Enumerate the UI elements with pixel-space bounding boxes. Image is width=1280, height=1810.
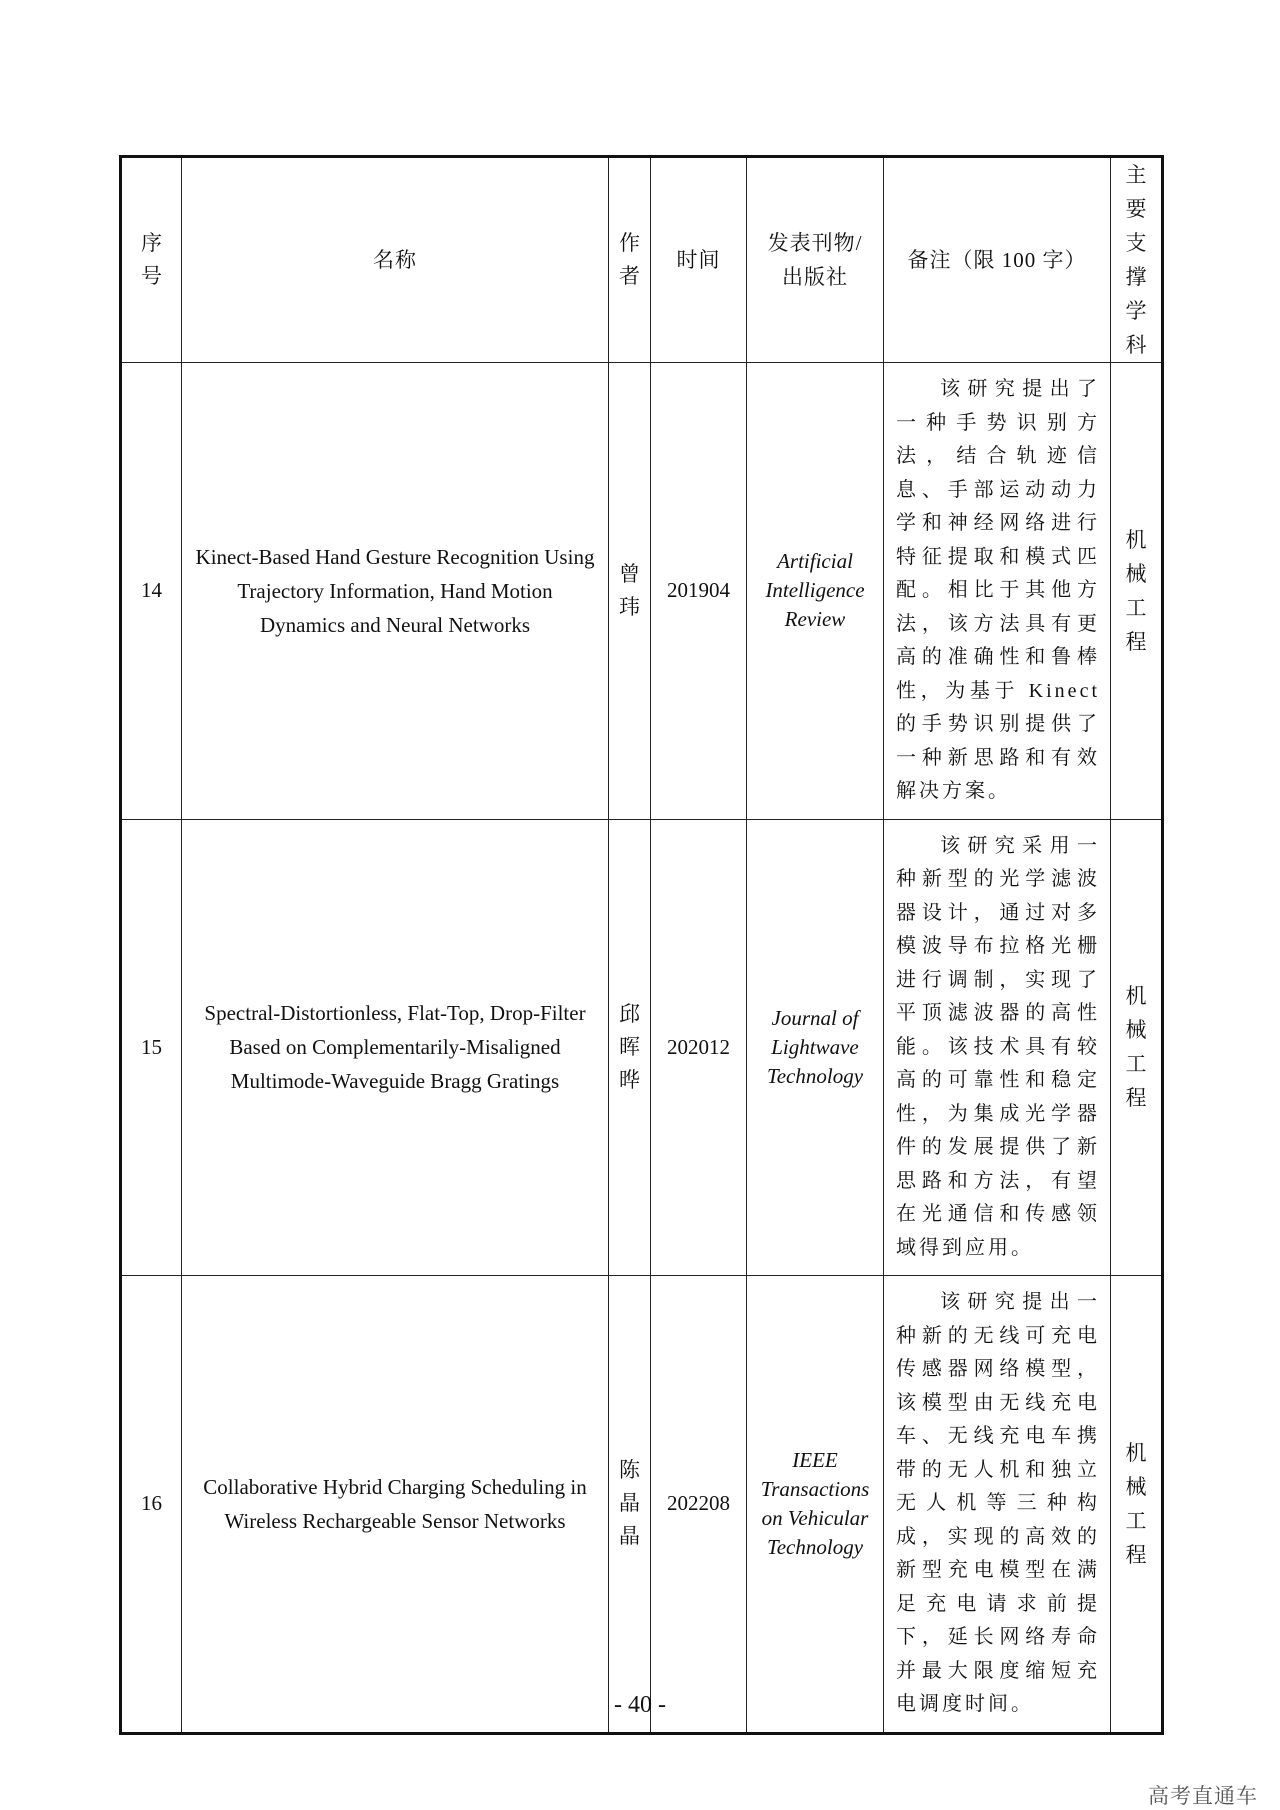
table-row <box>121 819 1163 1276</box>
header-time: 时间 <box>651 157 747 363</box>
author-cell <box>609 819 651 1276</box>
author-name: 曾玮 <box>619 561 640 619</box>
author-cell <box>609 1276 651 1734</box>
header-note: 备注（限 100 字） <box>884 157 1111 363</box>
publication-time: 201904 <box>651 363 747 820</box>
table-header-row <box>121 157 1163 363</box>
subject-cell <box>1111 819 1163 1276</box>
paper-title: Kinect-Based Hand Gesture Recognition Using Trajectory Information, Hand Motion Dynamics and Neural Networks <box>182 363 609 820</box>
journal-name: Journal of Lightwave Technology <box>747 819 884 1276</box>
author-name: 陈晶晶 <box>619 1458 640 1549</box>
note-cell <box>884 1276 1111 1734</box>
table-row <box>121 1276 1163 1734</box>
publication-time: 202012 <box>651 819 747 1276</box>
subject-text: 机械工程 <box>1125 1440 1147 1567</box>
publications-table <box>119 155 1164 1735</box>
note-text: 该研究提出一种新的无线可充电传感器网络模型，该模型由无线充电车、无线充电车携带的无人机和独立无人机等三种构成，实现的高效的新型充电模型在满足充电请求前提下，延长网络寿命并最大限度缩短充电调度时间。 <box>896 1291 1100 1715</box>
journal-name: Artificial Intelligence Review <box>747 363 884 820</box>
note-cell <box>884 819 1111 1276</box>
note-text: 该研究采用一种新型的光学滤波器设计，通过对多模波导布拉格光栅进行调制，实现了平顶滤波器的高性能。该技术具有较高的可靠性和稳定性，为集成光学器件的发展提供了新思路和方法，有望在光通信和传感领域得到应用。 <box>896 834 1100 1259</box>
author-name: 邱晖晔 <box>619 1001 640 1092</box>
table-row <box>121 363 1163 820</box>
page-number: - 40 - <box>614 1692 666 1718</box>
row-number: 14 <box>121 363 182 820</box>
note-cell <box>884 363 1111 820</box>
note-text: 该研究提出了一种手势识别方法，结合轨迹信息、手部运动动力学和神经网络进行特征提取和模式匹配。相比于其他方法，该方法具有更高的准确性和鲁棒性，为基于 Kinect 的手势识别提供了一种新思路和有效解决方案。 <box>896 378 1100 802</box>
watermark-text: 高考直通车 <box>1148 1784 1258 1808</box>
header-journal: 发表刊物/出版社 <box>747 157 884 363</box>
header-name: 名称 <box>182 157 609 363</box>
paper-title: Collaborative Hybrid Charging Scheduling in Wireless Rechargeable Sensor Networks <box>182 1276 609 1734</box>
subject-text: 机械工程 <box>1125 984 1147 1111</box>
subject-cell <box>1111 1276 1163 1734</box>
header-subject: 主要支撑学科 <box>1111 157 1163 363</box>
row-number: 15 <box>121 819 182 1276</box>
author-cell <box>609 363 651 820</box>
subject-cell <box>1111 363 1163 820</box>
header-no: 序号 <box>121 157 182 363</box>
subject-text: 机械工程 <box>1125 527 1147 654</box>
journal-name: IEEE Transactions on Vehicular Technology <box>747 1276 884 1734</box>
header-author: 作者 <box>609 157 651 363</box>
row-number: 16 <box>121 1276 182 1734</box>
publication-time: 202208 <box>651 1276 747 1734</box>
paper-title: Spectral-Distortionless, Flat-Top, Drop-Filter Based on Complementarily-Misaligned Multimode-Waveguide Bragg Gratings <box>182 819 609 1276</box>
